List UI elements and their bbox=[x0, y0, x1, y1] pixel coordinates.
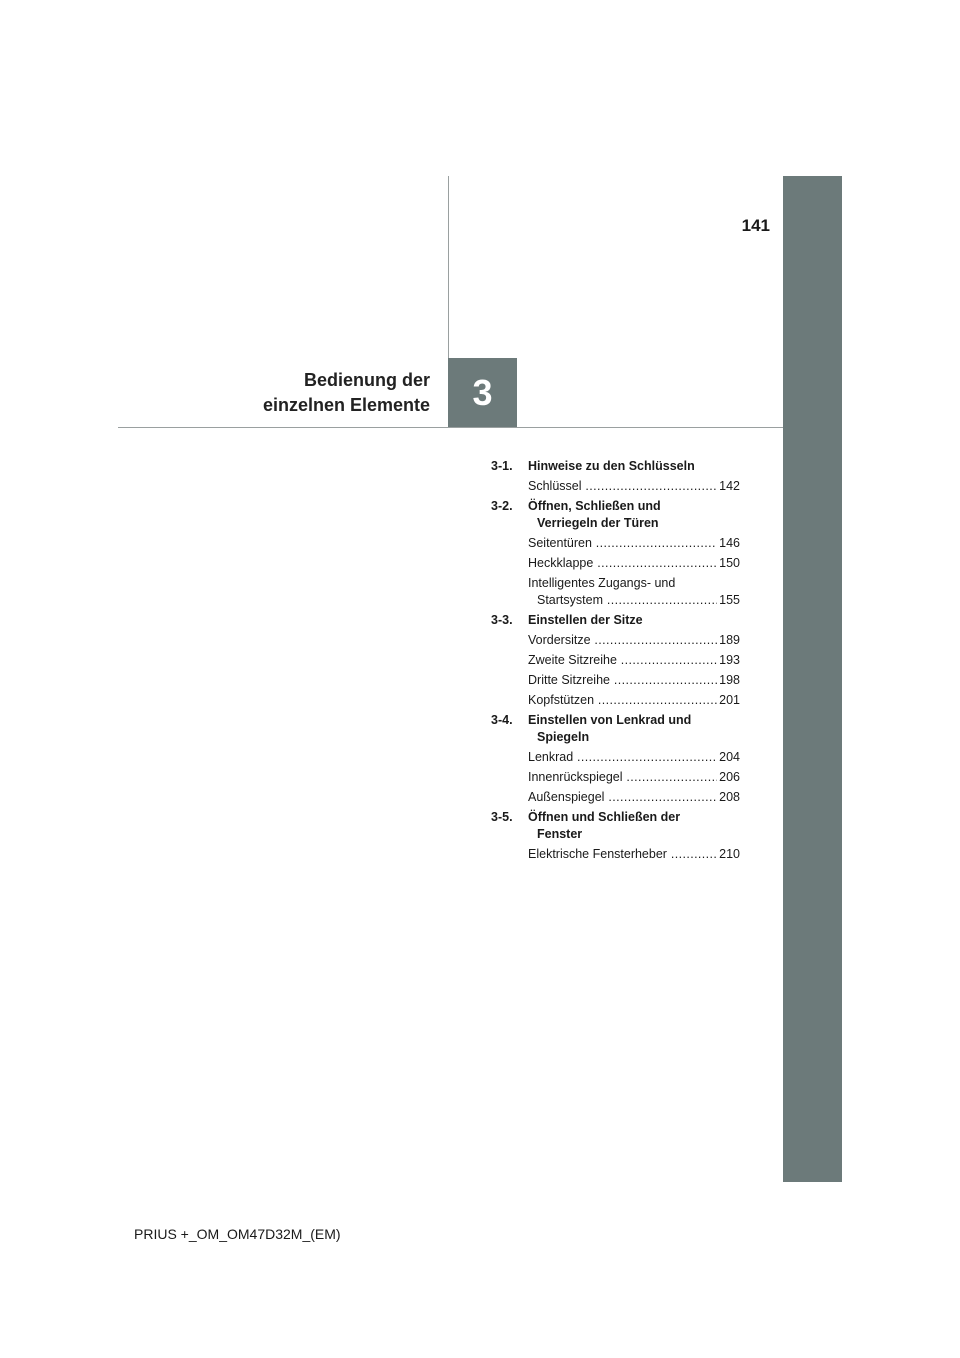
section-number: 3-4. bbox=[491, 713, 513, 727]
entry-title: Seitentüren bbox=[528, 536, 592, 550]
dot-leader bbox=[623, 770, 718, 784]
toc-entry[interactable] bbox=[491, 632, 740, 649]
toc-section-3-4 bbox=[491, 712, 740, 806]
dot-leader bbox=[667, 847, 717, 861]
dot-leader bbox=[604, 790, 717, 804]
toc-entry[interactable] bbox=[491, 749, 740, 766]
dot-leader bbox=[603, 593, 717, 607]
toc-entry[interactable] bbox=[491, 692, 740, 709]
section-title-line2: Spiegeln bbox=[537, 730, 590, 744]
toc-entry[interactable] bbox=[491, 555, 740, 572]
entry-page: 201 bbox=[719, 693, 740, 707]
table-of-contents bbox=[491, 458, 740, 866]
toc-entry[interactable] bbox=[491, 575, 740, 609]
dot-leader bbox=[594, 693, 717, 707]
page-number: 141 bbox=[741, 216, 770, 235]
dot-leader bbox=[593, 556, 717, 570]
section-title-line1: Öffnen, Schließen und bbox=[528, 499, 661, 513]
toc-entry[interactable] bbox=[491, 535, 740, 552]
vertical-rule bbox=[448, 176, 449, 358]
dot-leader bbox=[591, 633, 718, 647]
section-title bbox=[528, 712, 740, 746]
toc-entry[interactable] bbox=[491, 672, 740, 689]
toc-entry[interactable] bbox=[491, 789, 740, 806]
entry-page: 189 bbox=[719, 633, 740, 647]
entry-page: 204 bbox=[719, 750, 740, 764]
toc-entry[interactable] bbox=[491, 652, 740, 669]
dot-leader bbox=[617, 653, 717, 667]
entry-title: Vordersitze bbox=[528, 633, 591, 647]
toc-entry[interactable] bbox=[491, 846, 740, 863]
entry-title-line1: Intelligentes Zugangs- und bbox=[528, 576, 676, 590]
section-number: 3-3. bbox=[491, 613, 513, 627]
entry-page: 210 bbox=[719, 847, 740, 861]
dot-leader bbox=[610, 673, 717, 687]
section-title-line1: Öffnen und Schließen der bbox=[528, 810, 681, 824]
entry-title: Innenrückspiegel bbox=[528, 770, 623, 784]
entry-title: Außenspiegel bbox=[528, 790, 605, 804]
chapter-title-line1: Bedienung der bbox=[303, 370, 430, 390]
section-title-line1: Einstellen von Lenkrad und bbox=[528, 713, 692, 727]
section-heading[interactable] bbox=[491, 809, 740, 843]
entry-title: Zweite Sitzreihe bbox=[528, 653, 617, 667]
entry-page: 206 bbox=[719, 770, 740, 784]
section-title: Hinweise zu den Schlüsseln bbox=[528, 459, 695, 473]
section-title bbox=[528, 498, 740, 532]
toc-section-3-3 bbox=[491, 612, 740, 709]
section-title-line2: Verriegeln der Türen bbox=[537, 516, 659, 530]
entry-title: Lenkrad bbox=[528, 750, 574, 764]
horizontal-rule bbox=[118, 427, 783, 428]
chapter-title-line2: einzelnen Elemente bbox=[262, 395, 430, 415]
section-heading[interactable] bbox=[491, 712, 740, 746]
chapter-number-box: 3 bbox=[448, 358, 517, 427]
entry-title-line2: Startsystem bbox=[537, 593, 603, 607]
toc-section-3-5 bbox=[491, 809, 740, 863]
toc-entry[interactable] bbox=[491, 478, 740, 495]
dot-leader bbox=[573, 750, 717, 764]
entry-page: 150 bbox=[719, 556, 740, 570]
entry-title: Schlüssel bbox=[528, 479, 582, 493]
section-number: 3-1. bbox=[491, 459, 513, 473]
toc-entry[interactable] bbox=[491, 769, 740, 786]
entry-page: 146 bbox=[719, 536, 740, 550]
section-title-line2: Fenster bbox=[537, 827, 583, 841]
section-number: 3-5. bbox=[491, 810, 513, 824]
entry-title: Elektrische Fensterheber bbox=[528, 847, 667, 861]
entry-page: 142 bbox=[719, 479, 740, 493]
entry-page: 193 bbox=[719, 653, 740, 667]
toc-section-3-1 bbox=[491, 458, 740, 495]
chapter-side-tab bbox=[783, 176, 842, 1182]
dot-leader bbox=[592, 536, 717, 550]
entry-title: Kopfstützen bbox=[528, 693, 595, 707]
section-heading[interactable] bbox=[491, 498, 740, 532]
document-footer: PRIUS +_OM_OM47D32M_(EM) bbox=[134, 1226, 341, 1242]
entry-title: Heckklappe bbox=[528, 556, 594, 570]
entry-page: 155 bbox=[719, 593, 740, 607]
entry-page: 198 bbox=[719, 673, 740, 687]
section-heading[interactable] bbox=[491, 612, 740, 629]
entry-page: 208 bbox=[719, 790, 740, 804]
section-number: 3-2. bbox=[491, 499, 513, 513]
section-heading[interactable] bbox=[491, 458, 740, 475]
entry-title: Dritte Sitzreihe bbox=[528, 673, 610, 687]
chapter-title bbox=[170, 368, 430, 418]
section-title: Einstellen der Sitze bbox=[528, 613, 643, 627]
dot-leader bbox=[582, 479, 718, 493]
toc-section-3-2 bbox=[491, 498, 740, 609]
section-title bbox=[528, 809, 740, 843]
